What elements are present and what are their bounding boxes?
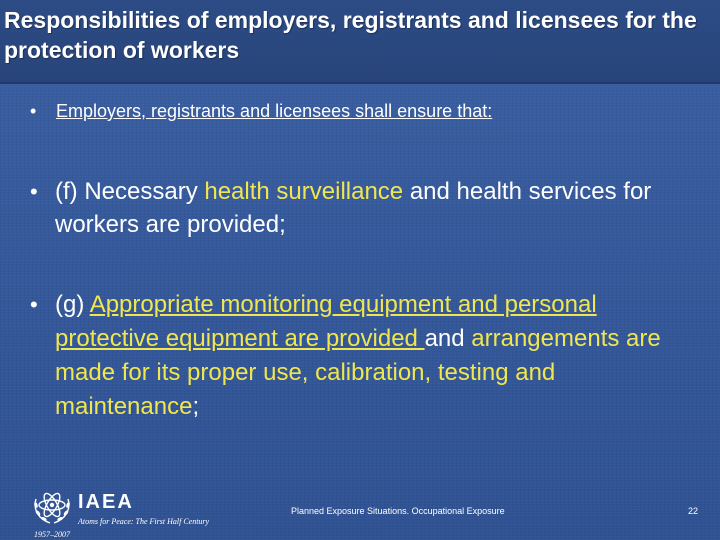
logo-years: 1957–2007 bbox=[34, 530, 70, 539]
slide-title: Responsibilities of employers, registrants and licensees for the protection of workers bbox=[4, 7, 697, 63]
bullet-dot-icon: • bbox=[30, 179, 38, 204]
bullet-g-text bbox=[55, 288, 705, 424]
bullet-dot-icon: • bbox=[30, 101, 37, 121]
bullet-f-highlight: health surveillance bbox=[204, 178, 404, 205]
logo-tagline: Atoms for Peace: The First Half Century bbox=[78, 517, 210, 526]
bullet-dot-icon: • bbox=[30, 292, 38, 317]
title-bar bbox=[0, 0, 720, 84]
bullet-g-underlined: Appropriate monitoring equipment and personal protective equipment are provided bbox=[55, 291, 597, 352]
iaea-atom-olive-emblem-icon bbox=[30, 485, 74, 529]
bullet-g-mid: and bbox=[424, 325, 472, 352]
logo-wordmark: IAEA bbox=[78, 491, 134, 513]
iaea-logo bbox=[30, 483, 230, 540]
bullet-intro-text: Employers, registrants and licensees shall ensure that: bbox=[56, 101, 493, 121]
bullet-f-text bbox=[55, 175, 705, 241]
bullet-g-pre: (g) bbox=[55, 291, 90, 318]
bullet-f-pre: (f) Necessary bbox=[55, 178, 205, 205]
footer-caption: Planned Exposure Situations. Occupational Exposure bbox=[291, 506, 505, 516]
page-number: 22 bbox=[688, 506, 699, 516]
bullet-g-highlight: arrangements are made for its proper use, calibration, testing and maintenance bbox=[55, 325, 661, 420]
bullet-g-post: ; bbox=[192, 393, 200, 420]
bullet-f-post: and health services for workers are provided; bbox=[55, 178, 652, 238]
